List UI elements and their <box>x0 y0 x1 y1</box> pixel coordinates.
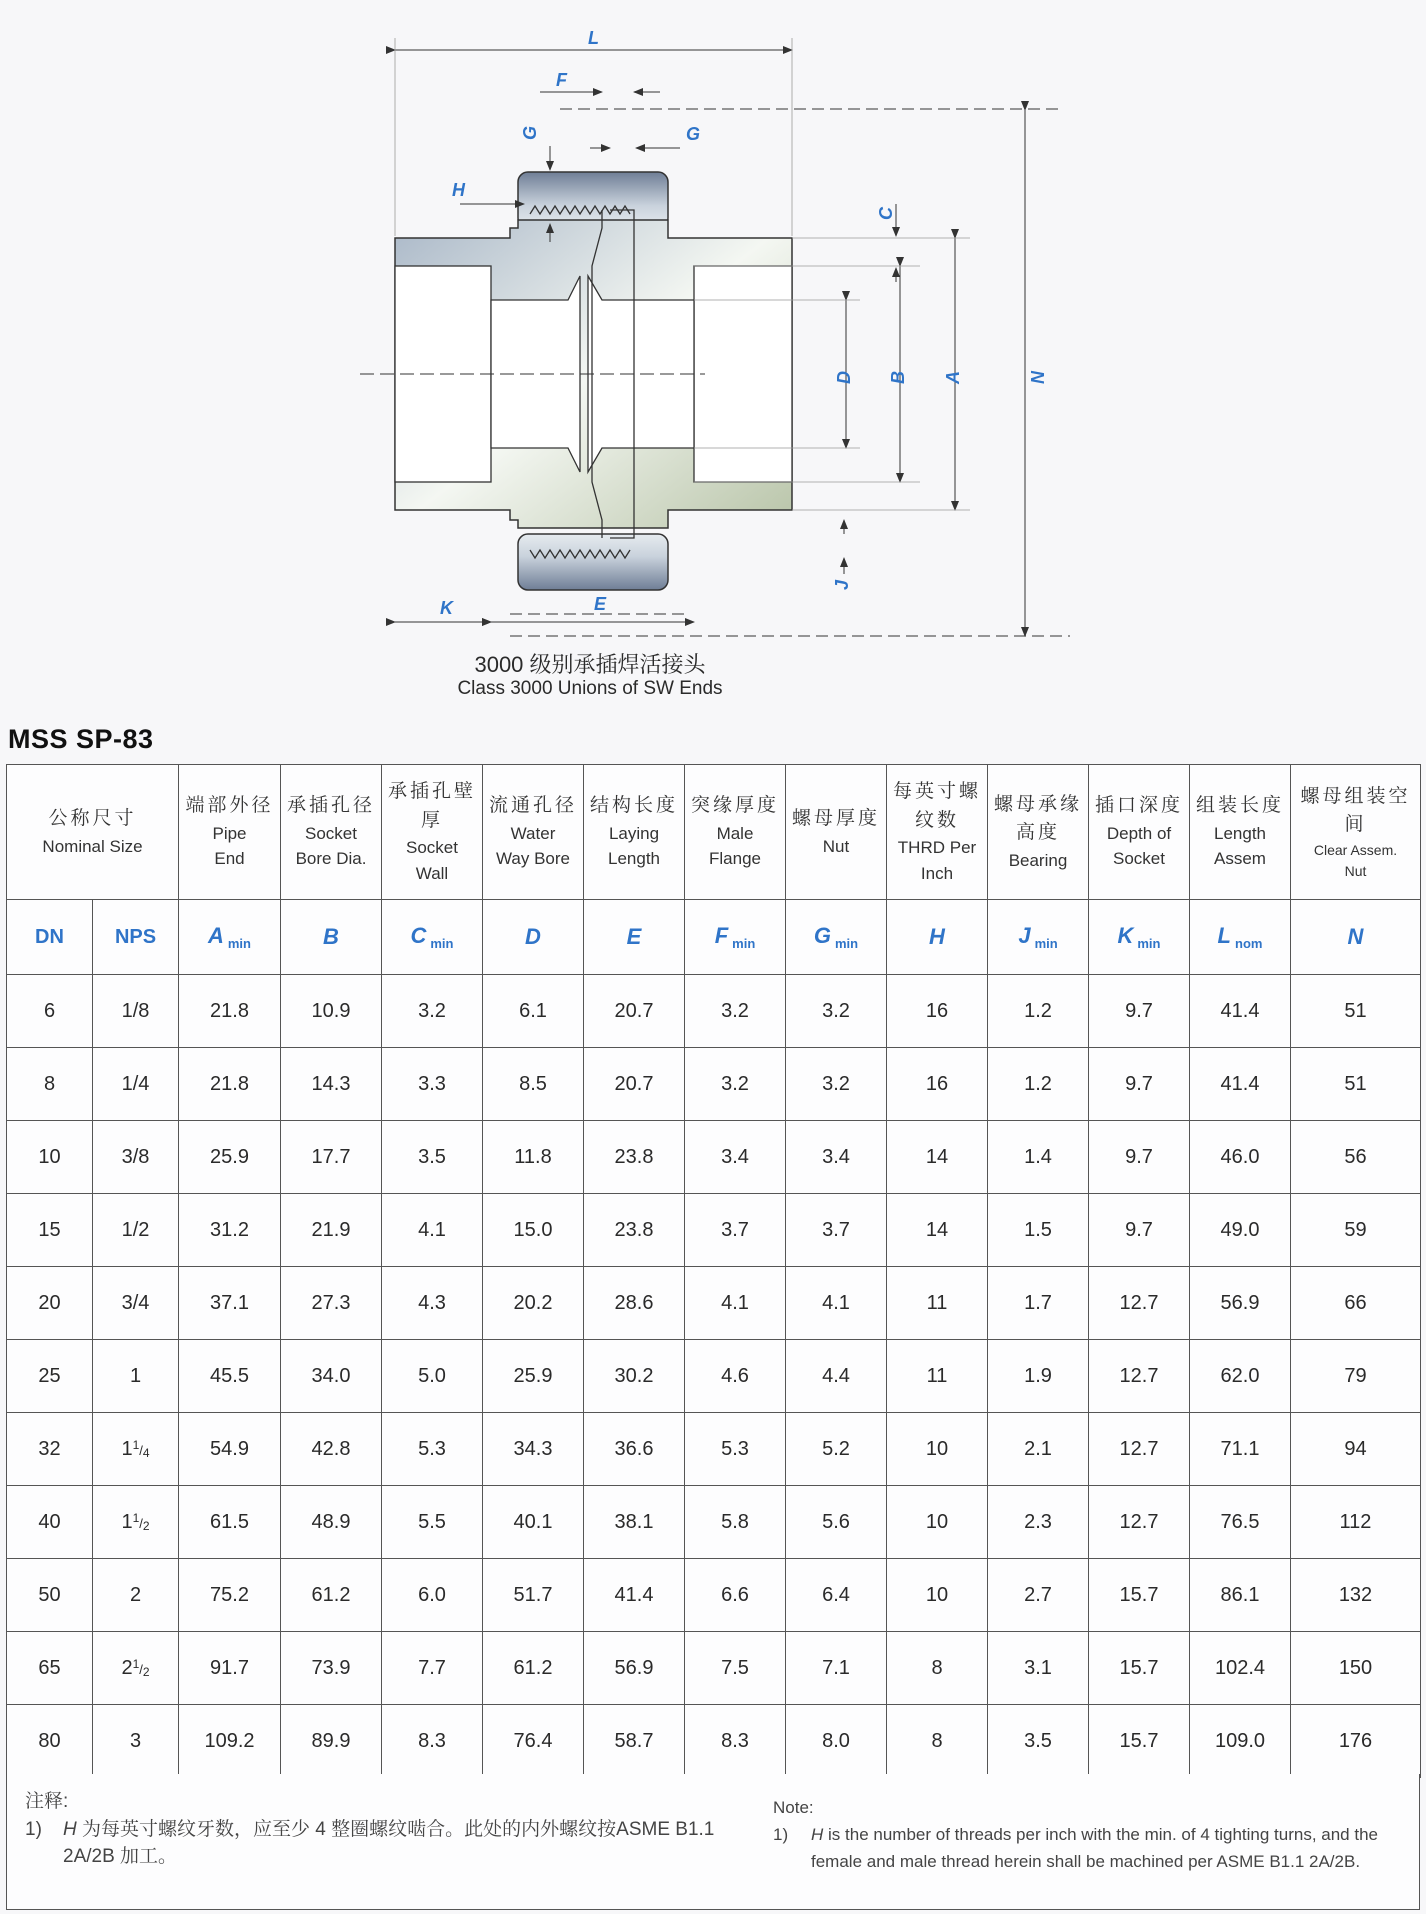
cell-k: 9.7 <box>1089 975 1190 1048</box>
cell-e: 58.7 <box>584 1705 685 1778</box>
cell-nps: 1/2 <box>93 1194 179 1267</box>
cell-f: 6.6 <box>685 1559 786 1632</box>
cell-f: 3.4 <box>685 1121 786 1194</box>
cell-d: 40.1 <box>483 1486 584 1559</box>
cell-dn: 25 <box>7 1340 93 1413</box>
cell-b: 73.9 <box>281 1632 382 1705</box>
cell-a: 91.7 <box>179 1632 281 1705</box>
cell-n: 150 <box>1291 1632 1421 1705</box>
cell-g: 6.4 <box>786 1559 887 1632</box>
cell-a: 75.2 <box>179 1559 281 1632</box>
header-laying-length: 结构长度 Laying Length <box>584 765 685 900</box>
cell-j: 2.7 <box>988 1559 1089 1632</box>
cell-l: 41.4 <box>1190 975 1291 1048</box>
symbol-header-h: H <box>887 900 988 975</box>
table-row <box>7 1559 1421 1632</box>
dim-label-f: F <box>556 70 567 90</box>
cell-nps: 3/4 <box>93 1267 179 1340</box>
header-thread-per-inch: 每英寸螺纹数 THRD Per Inch <box>887 765 988 900</box>
cell-dn: 40 <box>7 1486 93 1559</box>
cell-dn: 10 <box>7 1121 93 1194</box>
cell-f: 5.3 <box>685 1413 786 1486</box>
cell-a: 37.1 <box>179 1267 281 1340</box>
cell-j: 2.3 <box>988 1486 1089 1559</box>
cell-g: 3.2 <box>786 1048 887 1121</box>
cell-e: 30.2 <box>584 1340 685 1413</box>
cell-n: 94 <box>1291 1413 1421 1486</box>
cell-h: 11 <box>887 1267 988 1340</box>
cell-g: 8.0 <box>786 1705 887 1778</box>
nut-bottom <box>518 534 668 590</box>
cell-c: 5.3 <box>382 1413 483 1486</box>
cell-l: 86.1 <box>1190 1559 1291 1632</box>
note-cn-number: 1) <box>25 1818 42 1840</box>
cell-k: 12.7 <box>1089 1340 1190 1413</box>
cell-g: 4.1 <box>786 1267 887 1340</box>
caption-chinese: 3000 级别承插焊活接头 <box>474 652 706 677</box>
cell-h: 14 <box>887 1194 988 1267</box>
cell-f: 4.1 <box>685 1267 786 1340</box>
symbol-header-d: D <box>483 900 584 975</box>
cell-c: 3.2 <box>382 975 483 1048</box>
cell-g: 3.7 <box>786 1194 887 1267</box>
dim-label-j: J <box>832 579 852 590</box>
cell-a: 25.9 <box>179 1121 281 1194</box>
cell-k: 12.7 <box>1089 1413 1190 1486</box>
header-socket-bore: 承插孔径 Socket Bore Dia. <box>281 765 382 900</box>
header-nut: 螺母厚度 Nut <box>786 765 887 900</box>
cell-f: 3.2 <box>685 1048 786 1121</box>
cell-n: 59 <box>1291 1194 1421 1267</box>
cell-k: 9.7 <box>1089 1121 1190 1194</box>
header-length-assem: 组装长度 Length Assem <box>1190 765 1291 900</box>
cell-j: 1.2 <box>988 975 1089 1048</box>
cell-b: 21.9 <box>281 1194 382 1267</box>
cell-h: 10 <box>887 1559 988 1632</box>
table-row <box>7 975 1421 1048</box>
cell-j: 1.5 <box>988 1194 1089 1267</box>
cell-c: 7.7 <box>382 1632 483 1705</box>
dim-label-d: D <box>834 371 854 384</box>
dimension-table <box>6 764 1421 1778</box>
cell-f: 3.2 <box>685 975 786 1048</box>
cell-d: 76.4 <box>483 1705 584 1778</box>
symbol-header-a: A $_{min}$ <box>179 900 281 975</box>
dim-label-l: L <box>588 28 599 48</box>
symbol-header-l: L $_{nom}$ <box>1190 900 1291 975</box>
dim-label-g-vertical: G <box>520 125 540 140</box>
cell-n: 66 <box>1291 1267 1421 1340</box>
symbol-header-g: G $_{min}$ <box>786 900 887 975</box>
header-male-flange: 突缘厚度 Male Flange <box>685 765 786 900</box>
cell-f: 7.5 <box>685 1632 786 1705</box>
cell-h: 11 <box>887 1340 988 1413</box>
cell-dn: 15 <box>7 1194 93 1267</box>
cell-c: 5.0 <box>382 1340 483 1413</box>
cell-nps: $1^1/_4$ <box>93 1413 179 1486</box>
cell-b: 27.3 <box>281 1267 382 1340</box>
table-row <box>7 1048 1421 1121</box>
cell-c: 5.5 <box>382 1486 483 1559</box>
cell-d: 34.3 <box>483 1413 584 1486</box>
cell-d: 6.1 <box>483 975 584 1048</box>
dim-label-c: C <box>876 207 896 220</box>
header-nominal-size: 公称尺寸 Nominal Size <box>7 765 179 900</box>
cell-b: 10.9 <box>281 975 382 1048</box>
cell-e: 23.8 <box>584 1194 685 1267</box>
cell-e: 23.8 <box>584 1121 685 1194</box>
cell-j: 1.7 <box>988 1267 1089 1340</box>
table-row <box>7 1267 1421 1340</box>
cell-dn: 80 <box>7 1705 93 1778</box>
cell-d: 51.7 <box>483 1559 584 1632</box>
cell-j: 1.2 <box>988 1048 1089 1121</box>
symbol-header-j: J $_{min}$ <box>988 900 1089 975</box>
table-row <box>7 1194 1421 1267</box>
cell-l: 46.0 <box>1190 1121 1291 1194</box>
union-cross-section-drawing <box>360 14 1100 644</box>
table-row <box>7 1413 1421 1486</box>
cell-a: 31.2 <box>179 1194 281 1267</box>
cell-dn: 8 <box>7 1048 93 1121</box>
table-row <box>7 1486 1421 1559</box>
cell-j: 1.9 <box>988 1340 1089 1413</box>
cell-l: 41.4 <box>1190 1048 1291 1121</box>
cell-c: 4.3 <box>382 1267 483 1340</box>
cell-nps: $1^1/_2$ <box>93 1486 179 1559</box>
symbol-header-c: C $_{min}$ <box>382 900 483 975</box>
cell-n: 51 <box>1291 975 1421 1048</box>
cell-f: 5.8 <box>685 1486 786 1559</box>
dim-label-k: K <box>440 598 453 618</box>
dim-label-g: G <box>686 124 701 144</box>
cell-j: 1.4 <box>988 1121 1089 1194</box>
cell-n: 112 <box>1291 1486 1421 1559</box>
cell-j: 3.1 <box>988 1632 1089 1705</box>
cell-c: 8.3 <box>382 1705 483 1778</box>
cell-c: 3.5 <box>382 1121 483 1194</box>
cell-e: 41.4 <box>584 1559 685 1632</box>
symbol-header-dn: DN <box>7 900 93 975</box>
cell-a: 45.5 <box>179 1340 281 1413</box>
cell-e: 28.6 <box>584 1267 685 1340</box>
symbol-header-e: E <box>584 900 685 975</box>
notes-section <box>6 1774 1420 1910</box>
cell-nps: 1/8 <box>93 975 179 1048</box>
cell-l: 102.4 <box>1190 1632 1291 1705</box>
cell-nps: $2^1/_2$ <box>93 1632 179 1705</box>
cell-k: 15.7 <box>1089 1559 1190 1632</box>
dim-label-a: A <box>943 371 963 384</box>
cell-e: 20.7 <box>584 1048 685 1121</box>
cell-h: 8 <box>887 1705 988 1778</box>
cell-dn: 20 <box>7 1267 93 1340</box>
note-en-title: Note: <box>773 1798 814 1817</box>
cell-k: 15.7 <box>1089 1632 1190 1705</box>
header-row-names <box>7 765 1421 900</box>
standard-title: MSS SP-83 <box>8 724 154 754</box>
cell-e: 56.9 <box>584 1632 685 1705</box>
cell-d: 61.2 <box>483 1632 584 1705</box>
cell-b: 17.7 <box>281 1121 382 1194</box>
cell-d: 15.0 <box>483 1194 584 1267</box>
cell-b: 61.2 <box>281 1559 382 1632</box>
note-en-text: is the number of threads per inch with the min. of 4 tighting turns, and the female and male thread herein shall be machined per ASME B1.1 2A/2B. <box>811 1825 1378 1872</box>
note-cn-text: 为每英寸螺纹牙数，应至少 4 整圈螺纹啮合。此处的内外螺纹按ASME B1.1 2A/2B 加工。 <box>63 1818 715 1868</box>
cell-a: 21.8 <box>179 1048 281 1121</box>
cell-a: 54.9 <box>179 1413 281 1486</box>
dim-label-e: E <box>594 594 607 614</box>
cell-l: 109.0 <box>1190 1705 1291 1778</box>
cell-k: 9.7 <box>1089 1194 1190 1267</box>
cell-h: 8 <box>887 1632 988 1705</box>
symbol-header-k: K $_{min}$ <box>1089 900 1190 975</box>
cell-g: 3.4 <box>786 1121 887 1194</box>
cell-k: 12.7 <box>1089 1486 1190 1559</box>
symbol-header-b: B <box>281 900 382 975</box>
cell-k: 15.7 <box>1089 1705 1190 1778</box>
symbol-header-f: F $_{min}$ <box>685 900 786 975</box>
note-english <box>773 1794 1413 1876</box>
table-row <box>7 1340 1421 1413</box>
union-drawing-area <box>0 0 1426 720</box>
cell-h: 14 <box>887 1121 988 1194</box>
cell-l: 56.9 <box>1190 1267 1291 1340</box>
note-en-number: 1) <box>773 1825 789 1845</box>
cell-h: 10 <box>887 1486 988 1559</box>
cell-b: 89.9 <box>281 1705 382 1778</box>
note-chinese <box>25 1788 765 1871</box>
symbol-header-n: N <box>1291 900 1421 975</box>
cell-nps: 1 <box>93 1340 179 1413</box>
cell-g: 5.2 <box>786 1413 887 1486</box>
cell-e: 38.1 <box>584 1486 685 1559</box>
symbol-header-nps: NPS <box>93 900 179 975</box>
cell-n: 51 <box>1291 1048 1421 1121</box>
cell-n: 79 <box>1291 1340 1421 1413</box>
cell-a: 61.5 <box>179 1486 281 1559</box>
cell-b: 14.3 <box>281 1048 382 1121</box>
table-body <box>7 975 1421 1778</box>
note-cn-symbol: H <box>63 1818 77 1840</box>
cell-nps: 1/4 <box>93 1048 179 1121</box>
header-row-symbols <box>7 900 1421 975</box>
cell-nps: 3 <box>93 1705 179 1778</box>
note-cn-title: 注释: <box>25 1791 69 1812</box>
cell-f: 3.7 <box>685 1194 786 1267</box>
cell-l: 62.0 <box>1190 1340 1291 1413</box>
cell-n: 176 <box>1291 1705 1421 1778</box>
cell-b: 42.8 <box>281 1413 382 1486</box>
cell-a: 21.8 <box>179 975 281 1048</box>
cell-h: 16 <box>887 975 988 1048</box>
cell-g: 7.1 <box>786 1632 887 1705</box>
cell-d: 20.2 <box>483 1267 584 1340</box>
cell-h: 10 <box>887 1413 988 1486</box>
cell-b: 34.0 <box>281 1340 382 1413</box>
table-row <box>7 1632 1421 1705</box>
cell-dn: 65 <box>7 1632 93 1705</box>
cell-b: 48.9 <box>281 1486 382 1559</box>
cell-dn: 32 <box>7 1413 93 1486</box>
cell-l: 49.0 <box>1190 1194 1291 1267</box>
cell-k: 12.7 <box>1089 1267 1190 1340</box>
cell-k: 9.7 <box>1089 1048 1190 1121</box>
cell-d: 25.9 <box>483 1340 584 1413</box>
table-row <box>7 1121 1421 1194</box>
cell-nps: 2 <box>93 1559 179 1632</box>
right-socket <box>694 266 792 482</box>
cell-n: 56 <box>1291 1121 1421 1194</box>
cell-d: 8.5 <box>483 1048 584 1121</box>
cell-n: 132 <box>1291 1559 1421 1632</box>
note-en-symbol: H <box>811 1825 824 1845</box>
dim-label-h: H <box>452 180 465 200</box>
cell-e: 36.6 <box>584 1413 685 1486</box>
header-socket-wall: 承插孔壁厚 Socket Wall <box>382 765 483 900</box>
cell-l: 71.1 <box>1190 1413 1291 1486</box>
caption-english: Class 3000 Unions of SW Ends <box>457 678 723 699</box>
cell-j: 2.1 <box>988 1413 1089 1486</box>
cell-a: 109.2 <box>179 1705 281 1778</box>
header-bearing: 螺母承缘高度 Bearing <box>988 765 1089 900</box>
cell-nps: 3/8 <box>93 1121 179 1194</box>
header-depth-of-socket: 插口深度 Depth of Socket <box>1089 765 1190 900</box>
cell-dn: 6 <box>7 975 93 1048</box>
dim-label-b: B <box>888 371 908 384</box>
header-clear-assem-nut: 螺母组装空间 Clear Assem. Nut <box>1291 765 1421 900</box>
cell-dn: 50 <box>7 1559 93 1632</box>
cell-c: 3.3 <box>382 1048 483 1121</box>
cell-f: 4.6 <box>685 1340 786 1413</box>
dim-label-n: N <box>1028 371 1048 384</box>
cell-e: 20.7 <box>584 975 685 1048</box>
cell-f: 8.3 <box>685 1705 786 1778</box>
cell-c: 6.0 <box>382 1559 483 1632</box>
cell-c: 4.1 <box>382 1194 483 1267</box>
cell-g: 3.2 <box>786 975 887 1048</box>
cell-g: 5.6 <box>786 1486 887 1559</box>
cell-j: 3.5 <box>988 1705 1089 1778</box>
cell-l: 76.5 <box>1190 1486 1291 1559</box>
header-pipe-end: 端部外径 Pipe End <box>179 765 281 900</box>
header-water-way-bore: 流通孔径 Water Way Bore <box>483 765 584 900</box>
cell-h: 16 <box>887 1048 988 1121</box>
cell-d: 11.8 <box>483 1121 584 1194</box>
table-row <box>7 1705 1421 1778</box>
cell-g: 4.4 <box>786 1340 887 1413</box>
